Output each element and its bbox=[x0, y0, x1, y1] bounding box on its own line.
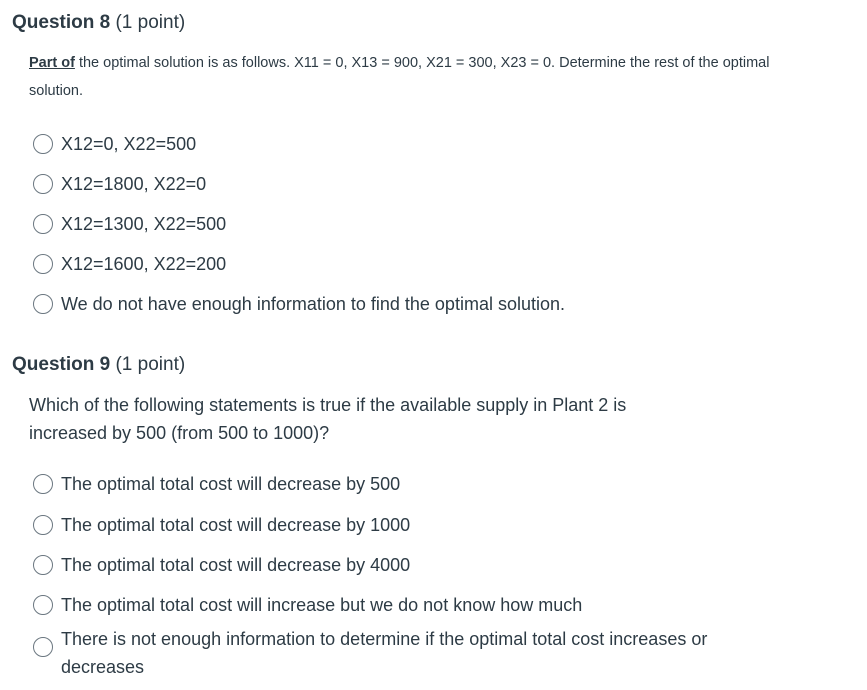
q8-option-3[interactable] bbox=[33, 210, 751, 238]
question-8-title bbox=[12, 12, 185, 34]
question-title: Question 8 bbox=[12, 12, 111, 33]
radio-button[interactable] bbox=[33, 294, 53, 314]
radio-button[interactable] bbox=[33, 595, 53, 615]
radio-button[interactable] bbox=[33, 474, 53, 494]
q9-option-1[interactable] bbox=[33, 470, 751, 498]
radio-button[interactable] bbox=[33, 134, 53, 154]
q8-option-4[interactable] bbox=[33, 250, 751, 278]
option-label: The optimal total cost will increase but we do not know how much bbox=[61, 595, 583, 615]
radio-button[interactable] bbox=[33, 637, 53, 657]
q9-option-4[interactable] bbox=[33, 591, 751, 619]
option-label: The optimal total cost will decrease by 500 bbox=[61, 474, 401, 494]
option-label: X12=1600, X22=200 bbox=[61, 254, 227, 274]
option-label: The optimal total cost will decrease by 1000 bbox=[61, 515, 411, 535]
question-points: (1 point) bbox=[115, 12, 186, 33]
q8-option-1[interactable] bbox=[33, 130, 751, 158]
q9-option-2[interactable] bbox=[33, 511, 751, 539]
option-label: X12=0, X22=500 bbox=[61, 134, 197, 154]
question-points: (1 point) bbox=[115, 354, 186, 375]
q9-option-3[interactable] bbox=[33, 551, 751, 579]
q8-option-2[interactable] bbox=[33, 170, 751, 198]
question-title: Question 9 bbox=[12, 354, 111, 375]
radio-button[interactable] bbox=[33, 174, 53, 194]
radio-button[interactable] bbox=[33, 254, 53, 274]
radio-button[interactable] bbox=[33, 555, 53, 575]
q8-option-5[interactable] bbox=[33, 290, 751, 318]
option-label: X12=1800, X22=0 bbox=[61, 174, 207, 194]
radio-button[interactable] bbox=[33, 515, 53, 535]
option-label: The optimal total cost will decrease by 4000 bbox=[61, 555, 411, 575]
prompt-emphasis: Part of bbox=[29, 55, 75, 71]
option-label: X12=1300, X22=500 bbox=[61, 214, 227, 234]
radio-button[interactable] bbox=[33, 214, 53, 234]
option-label: We do not have enough information to find the optimal solution. bbox=[61, 294, 565, 314]
prompt-text: the optimal solution is as follows. X11 = 0, X13 = 900, X21 = 300, X23 = 0. Determine the rest of the optimal solution. bbox=[29, 55, 770, 99]
question-8-prompt bbox=[29, 49, 789, 105]
question-9-prompt: Which of the following statements is true if the available supply in Plant 2 is increased by 500 (from 500 to 1000)? bbox=[29, 395, 627, 443]
question-9-title bbox=[12, 354, 185, 376]
option-label: There is not enough information to determine if the optimal total cost increases or decreases bbox=[61, 629, 708, 677]
q9-option-5[interactable] bbox=[33, 625, 751, 681]
